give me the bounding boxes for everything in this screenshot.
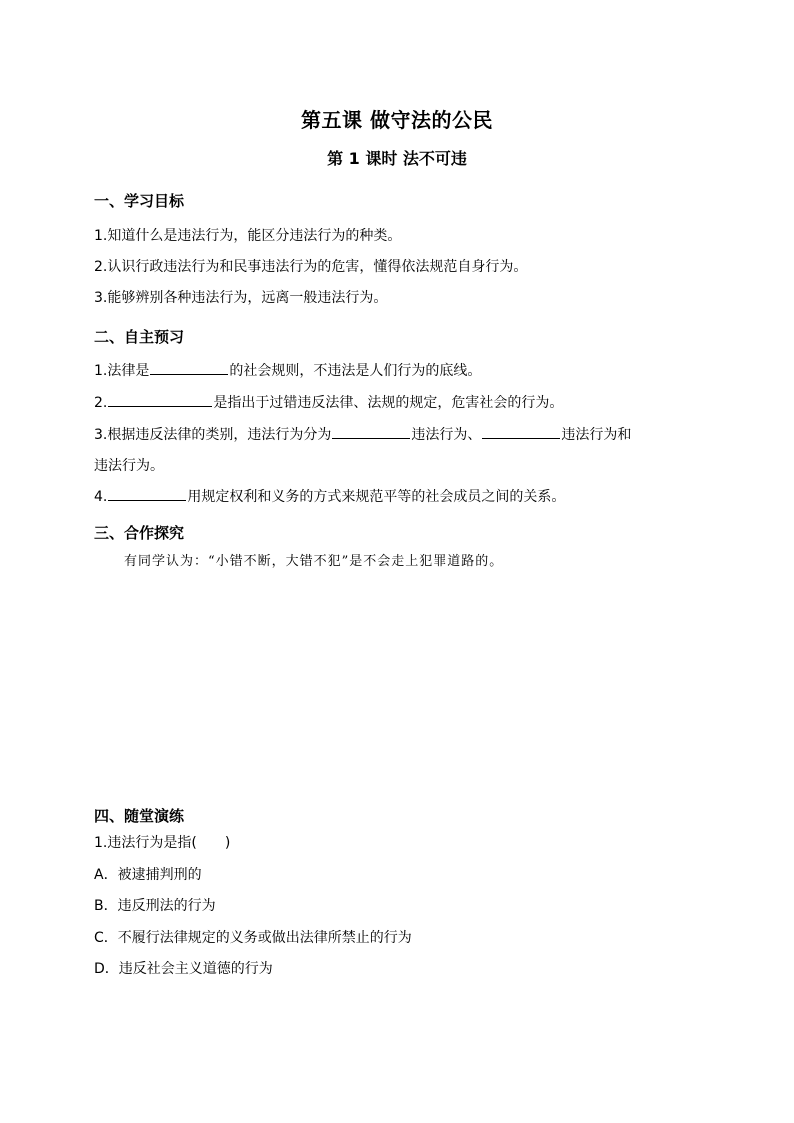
question-text: 1.法律是 <box>94 363 150 379</box>
question-text: 违法行为和 <box>561 427 632 443</box>
goal-item-1: 1.知道什么是违法行为，能区分违法行为的种类。 <box>94 228 402 244</box>
fill-blank[interactable] <box>332 424 410 439</box>
question-text: 4. <box>94 489 108 505</box>
fill-blank[interactable] <box>482 424 560 439</box>
question-text: 违法行为、 <box>411 427 482 443</box>
question-text: 的社会规则，不违法是人们行为的底线。 <box>229 363 482 379</box>
fill-blank[interactable] <box>108 392 212 407</box>
goal-item-2: 2.认识行政违法行为和民事违法行为的危害，懂得依法规范自身行为。 <box>94 259 528 275</box>
answer-option-c: C．不履行法律规定的义务或做出法律所禁止的行为 <box>94 930 412 946</box>
answer-option-b: B．违反刑法的行为 <box>94 898 216 914</box>
preview-question-2 <box>94 392 714 413</box>
answer-option-d: D．违反社会主义道德的行为 <box>94 961 273 977</box>
page-title: 第五课 做守法的公民 <box>301 108 493 132</box>
practice-question-1: 1.违法行为是指( ) <box>94 835 231 851</box>
section-heading-explore: 三、合作探究 <box>94 524 185 542</box>
fill-blank[interactable] <box>108 486 186 501</box>
section-heading-preview: 二、自主预习 <box>94 328 185 346</box>
explore-quote: 有同学认为：“小错不断，大错不犯”是不会走上犯罪道路的。 <box>124 554 504 569</box>
preview-question-3-cont: 违法行为。 <box>94 458 164 474</box>
question-text: 用规定权利和义务的方式来规范平等的社会成员之间的关系。 <box>187 489 566 505</box>
section-heading-goals: 一、学习目标 <box>94 192 185 210</box>
question-text: 是指出于过错违反法律、法规的规定，危害社会的行为。 <box>213 395 564 411</box>
page-subtitle: 第 1 课时 法不可违 <box>327 149 467 168</box>
preview-question-4 <box>94 486 714 507</box>
question-text: 3.根据违反法律的类别，违法行为分为 <box>94 427 332 443</box>
section-heading-practice: 四、随堂演练 <box>94 807 185 825</box>
goal-item-3: 3.能够辨别各种违法行为，远离一般违法行为。 <box>94 290 388 306</box>
fill-blank[interactable] <box>150 360 228 375</box>
question-text: 2. <box>94 395 108 411</box>
preview-question-1 <box>94 360 714 381</box>
answer-option-a: A．被逮捕判刑的 <box>94 867 202 883</box>
preview-question-3 <box>94 424 714 445</box>
